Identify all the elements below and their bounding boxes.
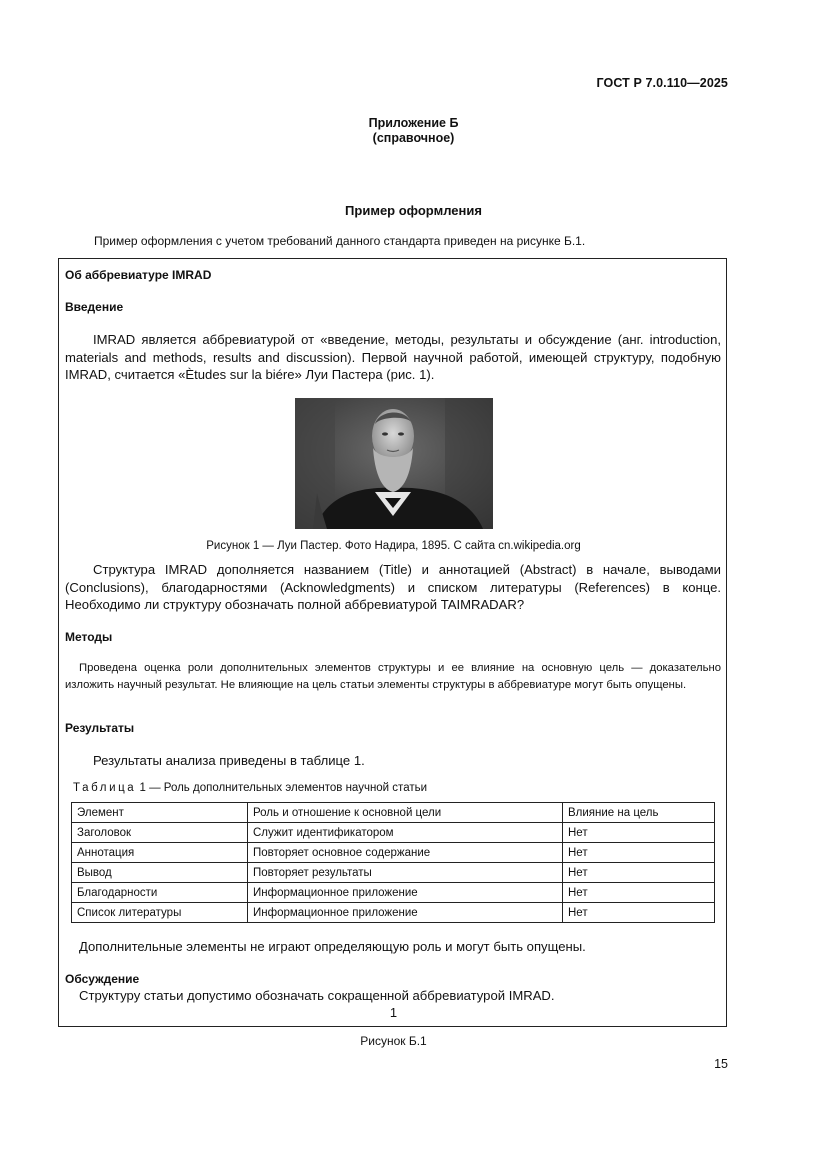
table-cell: Нет bbox=[563, 863, 715, 883]
table-cell: Аннотация bbox=[72, 843, 248, 863]
figure-label: Рисунок Б.1 bbox=[360, 1034, 427, 1048]
table-cell: Информационное приложение bbox=[248, 883, 563, 903]
table-cell: Повторяет результаты bbox=[248, 863, 563, 883]
intro-heading: Введение bbox=[65, 300, 124, 314]
methods-heading: Методы bbox=[65, 630, 113, 644]
table-header-cell: Роль и отношение к основной цели bbox=[248, 803, 563, 823]
table-cell: Нет bbox=[563, 883, 715, 903]
table-row bbox=[72, 883, 715, 903]
pasteur-photo bbox=[295, 398, 493, 529]
page-number: 15 bbox=[714, 1057, 728, 1071]
table-cell: Благодарности bbox=[72, 883, 248, 903]
discussion-paragraph: Структуру статьи допустимо обозначать сокращенной аббревиатурой IMRAD. bbox=[79, 988, 555, 1003]
standard-header: ГОСТ Р 7.0.110—2025 bbox=[596, 76, 728, 90]
intro-paragraph: IMRAD является аббревиатурой от «введение, методы, результаты и обсуждение (анг. introduction, materials and methods, results and discussion). Первой научной работой, имеющей структуру, подобную IMRAD, считается «Ètudes sur la biére» Луи Пастера (рис. 1). bbox=[65, 332, 721, 382]
results-heading: Результаты bbox=[65, 721, 135, 735]
table-cell: Нет bbox=[563, 823, 715, 843]
table-row bbox=[72, 903, 715, 923]
table-cell: Повторяет основное содержание bbox=[248, 843, 563, 863]
methods-paragraph: Проведена оценка роли дополнительных элементов структуры и ее влияние на основную цель — доказательно изложить научный результат. Не влияющие на цель статьи элементы структуры в аббревиатуре могут быть опущены. bbox=[65, 662, 721, 691]
article-title: Об аббревиатуре IMRAD bbox=[65, 268, 212, 282]
appendix-subtitle: (справочное) bbox=[372, 131, 455, 145]
table-cell: Нет bbox=[563, 843, 715, 863]
table-cell: Служит идентификатором bbox=[248, 823, 563, 843]
table-header-cell: Элемент bbox=[72, 803, 248, 823]
results-paragraph: Результаты анализа приведены в таблице 1. bbox=[93, 753, 365, 768]
table-cell: Вывод bbox=[72, 863, 248, 883]
inner-page-number: 1 bbox=[389, 1005, 398, 1020]
table-row bbox=[72, 843, 715, 863]
table-cell: Информационное приложение bbox=[248, 903, 563, 923]
table-header-row bbox=[72, 803, 715, 823]
table-cell: Нет bbox=[563, 903, 715, 923]
example-figure-frame bbox=[58, 258, 727, 1027]
section-title: Пример оформления bbox=[345, 203, 482, 218]
appendix-title: Приложение Б bbox=[368, 116, 459, 130]
photo-caption: Рисунок 1 — Луи Пастер. Фото Надира, 1895. С сайта cn.wikipedia.org bbox=[206, 540, 581, 552]
table-row bbox=[72, 863, 715, 883]
table-cell: Список литературы bbox=[72, 903, 248, 923]
structure-paragraph: Структура IMRAD дополняется названием (Title) и аннотацией (Abstract) в начале, выводами (Conclusions), благодарностями (Acknowledgments) и списком литературы (References) в конце. Необходимо ли структуру обозначать полной аббревиатурой TAIMRADAR? bbox=[65, 562, 721, 612]
table-row bbox=[72, 823, 715, 843]
table-header-cell: Влияние на цель bbox=[563, 803, 715, 823]
table-cell: Заголовок bbox=[72, 823, 248, 843]
discussion-heading: Обсуждение bbox=[65, 972, 140, 986]
roles-table bbox=[71, 802, 715, 923]
portrait-image bbox=[295, 398, 493, 529]
after-table-paragraph: Дополнительные элементы не играют определяющую роль и могут быть опущены. bbox=[79, 939, 586, 954]
section-intro: Пример оформления с учетом требований данного стандарта приведен на рисунке Б.1. bbox=[94, 234, 586, 248]
table-caption: Таблица 1 — Роль дополнительных элементов научной статьи bbox=[73, 782, 428, 794]
